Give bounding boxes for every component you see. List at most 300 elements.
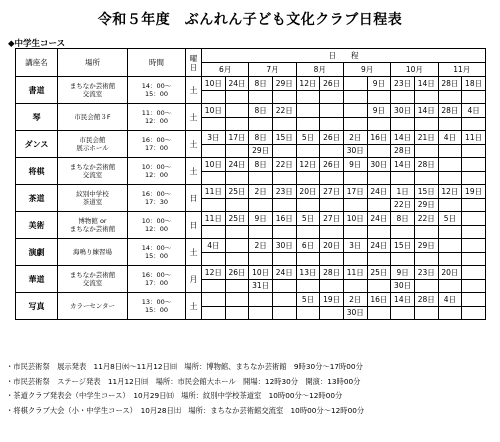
- date-cell: 30日: [343, 144, 367, 158]
- date-cell: 25日: [367, 266, 391, 280]
- date-cell: 28日: [438, 77, 462, 91]
- course-name: 茶道: [16, 185, 58, 212]
- month-header: 8月: [296, 63, 343, 77]
- date-cell: [272, 90, 296, 104]
- date-cell: 8日: [391, 212, 415, 226]
- schedule-table: [15, 48, 486, 320]
- date-cell: [462, 252, 486, 266]
- date-cell: [367, 306, 391, 320]
- date-cell: [202, 144, 226, 158]
- course-place-line: まちなか芸術館: [69, 270, 116, 279]
- date-cell: [202, 171, 226, 185]
- date-cell: 29日: [414, 239, 438, 253]
- date-cell: 31日: [249, 279, 273, 293]
- date-cell: 27日: [320, 185, 344, 199]
- date-cell: 6日: [296, 239, 320, 253]
- date-cell: [414, 279, 438, 293]
- date-cell: 30日: [367, 158, 391, 172]
- date-cell: [225, 225, 249, 239]
- course-place: [58, 293, 128, 320]
- date-cell: [296, 144, 320, 158]
- date-cell: [462, 198, 486, 212]
- date-cell: 17日: [343, 185, 367, 199]
- date-cell: [296, 306, 320, 320]
- date-cell: [414, 252, 438, 266]
- date-cell: 11日: [202, 185, 226, 199]
- course-time: [128, 293, 186, 320]
- table-row: [16, 293, 486, 307]
- header-schedule: 日 程: [202, 49, 486, 63]
- course-place-line: まちなか芸術館: [69, 162, 116, 171]
- course-time-line: 17：30: [144, 198, 169, 206]
- course-time-line: 17：00: [144, 279, 169, 287]
- course-time: [128, 266, 186, 293]
- date-cell: [414, 117, 438, 131]
- date-cell: [343, 104, 367, 118]
- course-time: [128, 185, 186, 212]
- note-line: ・茶道クラブ発表会（中学生コース） 10月29日㈰ 場所：紋別中学校茶道室 10時00分～12時00分: [6, 391, 343, 401]
- date-cell: [367, 90, 391, 104]
- header-course: 講座名: [16, 49, 58, 77]
- course-time-line: 17：00: [144, 144, 169, 152]
- course-place-line: 茶道室: [82, 198, 103, 206]
- course-place: [58, 158, 128, 185]
- course-place: [58, 104, 128, 131]
- date-cell: [249, 198, 273, 212]
- date-cell: [225, 117, 249, 131]
- date-cell: [414, 144, 438, 158]
- date-cell: [343, 252, 367, 266]
- date-cell: 26日: [320, 158, 344, 172]
- date-cell: [438, 239, 462, 253]
- date-cell: 9日: [249, 212, 273, 226]
- date-cell: 29日: [414, 198, 438, 212]
- course-place-line: 市民会館３F: [74, 112, 111, 121]
- date-cell: [462, 306, 486, 320]
- date-cell: [343, 198, 367, 212]
- header-place: 場所: [58, 49, 128, 77]
- date-cell: 28日: [414, 293, 438, 307]
- month-header: 11月: [438, 63, 485, 77]
- date-cell: 23日: [391, 77, 415, 91]
- course-day-of-week: 土: [186, 131, 202, 158]
- date-cell: 11日: [343, 266, 367, 280]
- course-place-line: 交流室: [82, 171, 103, 179]
- date-cell: 20日: [438, 266, 462, 280]
- date-cell: [320, 306, 344, 320]
- date-cell: [320, 104, 344, 118]
- date-cell: 28日: [438, 104, 462, 118]
- course-name: ダンス: [16, 131, 58, 158]
- date-cell: 24日: [367, 239, 391, 253]
- date-cell: [296, 90, 320, 104]
- course-name: 演劇: [16, 239, 58, 266]
- date-cell: [438, 117, 462, 131]
- date-cell: [320, 117, 344, 131]
- course-day-of-week: 土: [186, 77, 202, 104]
- course-name: 琴: [16, 104, 58, 131]
- course-place-line: まちなか芸術館: [69, 81, 116, 90]
- note-line: ・市民芸術祭 ステージ発表 11月12日㈰ 場所：市民会館大ホール 開場：12時30分 開演：13時00分: [6, 376, 361, 386]
- date-cell: 2日: [249, 185, 273, 199]
- date-cell: 9日: [343, 158, 367, 172]
- course-place-line: 紋別中学校: [76, 189, 109, 198]
- date-cell: 9日: [367, 77, 391, 91]
- course-time: [128, 131, 186, 158]
- date-cell: 5日: [296, 293, 320, 307]
- date-cell: [414, 225, 438, 239]
- date-cell: 23日: [272, 185, 296, 199]
- date-cell: [225, 279, 249, 293]
- date-cell: [272, 144, 296, 158]
- date-cell: 8日: [249, 131, 273, 145]
- date-cell: [343, 77, 367, 91]
- date-cell: 14日: [414, 77, 438, 91]
- date-cell: [272, 252, 296, 266]
- date-cell: [462, 144, 486, 158]
- course-place: [58, 77, 128, 104]
- course-place: [58, 131, 128, 158]
- date-cell: [296, 104, 320, 118]
- date-cell: 22日: [414, 212, 438, 226]
- page-title: 令和５年度 ぶんれん子ども文化クラブ日程表: [97, 12, 403, 28]
- date-cell: [438, 158, 462, 172]
- date-cell: [367, 144, 391, 158]
- course-day-of-week: 日: [186, 212, 202, 239]
- month-header: 7月: [249, 63, 296, 77]
- course-time-line: 12：00: [144, 117, 169, 125]
- date-cell: [225, 90, 249, 104]
- date-cell: 28日: [414, 158, 438, 172]
- date-cell: [391, 252, 415, 266]
- date-cell: 5日: [438, 212, 462, 226]
- date-cell: 15日: [414, 185, 438, 199]
- date-cell: [249, 171, 273, 185]
- date-cell: 10日: [343, 212, 367, 226]
- course-time-line: 12：00: [144, 171, 169, 179]
- date-cell: [320, 198, 344, 212]
- course-day-of-week: 土: [186, 293, 202, 320]
- date-cell: 14日: [391, 131, 415, 145]
- date-cell: 26日: [225, 266, 249, 280]
- date-cell: [296, 198, 320, 212]
- date-cell: [202, 90, 226, 104]
- date-cell: 2日: [249, 239, 273, 253]
- date-cell: [320, 90, 344, 104]
- date-cell: 3日: [343, 239, 367, 253]
- date-cell: [225, 239, 249, 253]
- date-cell: 10日: [202, 77, 226, 91]
- date-cell: [343, 117, 367, 131]
- date-cell: 29日: [272, 77, 296, 91]
- date-cell: [320, 171, 344, 185]
- date-cell: 27日: [320, 212, 344, 226]
- date-cell: [391, 306, 415, 320]
- course-time-line: 14：00～: [141, 81, 172, 90]
- header-day-of-week-text: 曜日: [189, 53, 198, 72]
- header-time: 時間: [128, 49, 186, 77]
- date-cell: [343, 171, 367, 185]
- date-cell: [202, 293, 226, 307]
- date-cell: 10日: [202, 104, 226, 118]
- note-line: ・市民芸術祭 展示発表 11月8日㈬～11月12日㈰ 場所：博物館、まちなか芸術館 9時30分～17時00分: [6, 362, 363, 371]
- date-cell: 24日: [367, 212, 391, 226]
- date-cell: 19日: [320, 293, 344, 307]
- date-cell: 16日: [272, 212, 296, 226]
- month-header: 9月: [343, 63, 390, 77]
- course-name: 美術: [16, 212, 58, 239]
- date-cell: [272, 171, 296, 185]
- date-cell: 26日: [320, 131, 344, 145]
- month-header: 6月: [202, 63, 249, 77]
- date-cell: [249, 293, 273, 307]
- course-place-line: カラーセンター: [69, 301, 116, 310]
- date-cell: [296, 252, 320, 266]
- course-name: 華道: [16, 266, 58, 293]
- date-cell: [367, 252, 391, 266]
- date-cell: 28日: [391, 144, 415, 158]
- date-cell: 22日: [272, 158, 296, 172]
- table-row: [16, 266, 486, 280]
- date-cell: [414, 90, 438, 104]
- date-cell: 21日: [414, 131, 438, 145]
- date-cell: 12日: [296, 77, 320, 91]
- date-cell: 4日: [438, 293, 462, 307]
- date-cell: [462, 117, 486, 131]
- date-cell: [343, 90, 367, 104]
- date-cell: 14日: [414, 104, 438, 118]
- course-day-of-week: 月: [186, 266, 202, 293]
- date-cell: [225, 171, 249, 185]
- date-cell: 2日: [343, 131, 367, 145]
- course-place-line: 海鳴り練習場: [73, 247, 112, 256]
- date-cell: 15日: [391, 239, 415, 253]
- date-cell: [225, 306, 249, 320]
- date-cell: 26日: [320, 77, 344, 91]
- date-cell: 11日: [462, 131, 486, 145]
- date-cell: [367, 171, 391, 185]
- date-cell: [272, 225, 296, 239]
- table-row: [16, 158, 486, 172]
- date-cell: 28日: [320, 266, 344, 280]
- date-cell: [462, 90, 486, 104]
- date-cell: [438, 171, 462, 185]
- date-cell: [249, 306, 273, 320]
- course-place: [58, 185, 128, 212]
- date-cell: 2日: [343, 293, 367, 307]
- date-cell: 23日: [414, 266, 438, 280]
- date-cell: 30日: [391, 104, 415, 118]
- date-cell: [272, 117, 296, 131]
- date-cell: [462, 293, 486, 307]
- date-cell: 15日: [272, 131, 296, 145]
- date-cell: [343, 225, 367, 239]
- table-row: [16, 77, 486, 91]
- date-cell: [320, 225, 344, 239]
- date-cell: [438, 306, 462, 320]
- date-cell: [320, 279, 344, 293]
- date-cell: [391, 171, 415, 185]
- date-cell: 8日: [249, 158, 273, 172]
- date-cell: [225, 104, 249, 118]
- date-cell: 22日: [272, 104, 296, 118]
- date-cell: 3日: [202, 131, 226, 145]
- date-cell: [343, 279, 367, 293]
- date-cell: [296, 171, 320, 185]
- date-cell: 30日: [343, 306, 367, 320]
- date-cell: [225, 252, 249, 266]
- date-cell: [414, 306, 438, 320]
- date-cell: 13日: [296, 266, 320, 280]
- table-row: [16, 185, 486, 199]
- date-cell: 30日: [391, 279, 415, 293]
- date-cell: [462, 171, 486, 185]
- date-cell: [272, 279, 296, 293]
- course-time-line: 16：00～: [141, 270, 172, 279]
- date-cell: 10日: [202, 158, 226, 172]
- date-cell: [296, 225, 320, 239]
- date-cell: 17日: [225, 131, 249, 145]
- course-place-line: 市民会館: [79, 135, 106, 144]
- date-cell: 24日: [225, 77, 249, 91]
- date-cell: [249, 252, 273, 266]
- date-cell: 24日: [367, 185, 391, 199]
- date-cell: 22日: [391, 198, 415, 212]
- date-cell: [225, 198, 249, 212]
- date-cell: [202, 198, 226, 212]
- course-day-of-week: 土: [186, 158, 202, 185]
- date-cell: [225, 144, 249, 158]
- date-cell: [462, 239, 486, 253]
- course-place-line: 博物館 or: [78, 216, 107, 225]
- course-time: [128, 158, 186, 185]
- date-cell: [367, 279, 391, 293]
- course-time-line: 16：00～: [141, 189, 172, 198]
- date-cell: 25日: [225, 185, 249, 199]
- date-cell: [438, 144, 462, 158]
- course-day-of-week: 土: [186, 104, 202, 131]
- course-name: 将棋: [16, 158, 58, 185]
- date-cell: [272, 306, 296, 320]
- date-cell: 16日: [367, 293, 391, 307]
- date-cell: [249, 117, 273, 131]
- notes: [6, 360, 364, 419]
- course-place: [58, 212, 128, 239]
- date-cell: [202, 252, 226, 266]
- date-cell: [414, 171, 438, 185]
- date-cell: 25日: [225, 212, 249, 226]
- date-cell: [438, 225, 462, 239]
- date-cell: [367, 198, 391, 212]
- table-row: [16, 212, 486, 226]
- date-cell: [367, 225, 391, 239]
- date-cell: [202, 306, 226, 320]
- date-cell: [320, 144, 344, 158]
- date-cell: 10日: [249, 266, 273, 280]
- date-cell: 1日: [391, 185, 415, 199]
- date-cell: 24日: [272, 266, 296, 280]
- table-row: [16, 104, 486, 118]
- date-cell: [438, 252, 462, 266]
- course-time-line: 10：00～: [141, 162, 172, 171]
- date-cell: 20日: [320, 239, 344, 253]
- header-day-of-week: [186, 49, 202, 77]
- date-cell: 4日: [202, 239, 226, 253]
- course-place: [58, 266, 128, 293]
- date-cell: [438, 279, 462, 293]
- date-cell: 9日: [391, 266, 415, 280]
- date-cell: [202, 117, 226, 131]
- month-header: 10月: [391, 63, 438, 77]
- date-cell: 30日: [272, 239, 296, 253]
- course-place-line: まちなか芸術館: [69, 225, 116, 233]
- course-place-line: 交流室: [82, 90, 103, 98]
- date-cell: 4日: [438, 131, 462, 145]
- date-cell: 11日: [202, 212, 226, 226]
- date-cell: [462, 158, 486, 172]
- course-time-line: 13：00～: [141, 297, 172, 306]
- date-cell: 18日: [462, 77, 486, 91]
- date-cell: [438, 90, 462, 104]
- date-cell: 12日: [296, 158, 320, 172]
- course-place: [58, 239, 128, 266]
- date-cell: [296, 279, 320, 293]
- date-cell: 14日: [391, 293, 415, 307]
- schedule-body: [16, 77, 486, 320]
- course-time: [128, 104, 186, 131]
- note-line: ・将棋クラブ大会（小・中学生コース） 10月28日㈯ 場所：まちなか芸術館交流室 10時00分～12時00分: [6, 406, 365, 416]
- date-cell: [462, 266, 486, 280]
- date-cell: [296, 117, 320, 131]
- course-time-line: 15：00: [144, 252, 169, 260]
- course-time-line: 16：00～: [141, 135, 172, 144]
- date-cell: 8日: [249, 104, 273, 118]
- date-cell: [438, 198, 462, 212]
- course-day-of-week: 土: [186, 239, 202, 266]
- date-cell: 12日: [438, 185, 462, 199]
- date-cell: [202, 279, 226, 293]
- date-cell: 9日: [367, 104, 391, 118]
- course-time: [128, 77, 186, 104]
- table-row: [16, 131, 486, 145]
- course-time: [128, 212, 186, 239]
- date-cell: 14日: [391, 158, 415, 172]
- course-time-line: 15：00: [144, 90, 169, 98]
- date-cell: [272, 198, 296, 212]
- date-cell: [391, 90, 415, 104]
- date-cell: [320, 252, 344, 266]
- course-name: 書道: [16, 77, 58, 104]
- course-place-line: 展示ホール: [76, 144, 109, 152]
- course-time-line: 14：00～: [141, 243, 172, 252]
- date-cell: 29日: [249, 144, 273, 158]
- date-cell: 4日: [462, 104, 486, 118]
- date-cell: [391, 225, 415, 239]
- date-cell: 5日: [296, 131, 320, 145]
- course-time: [128, 239, 186, 266]
- date-cell: 16日: [367, 131, 391, 145]
- date-cell: [272, 293, 296, 307]
- course-time-line: 15：00: [144, 306, 169, 314]
- date-cell: [225, 293, 249, 307]
- date-cell: [462, 225, 486, 239]
- date-cell: [249, 225, 273, 239]
- course-day-of-week: 日: [186, 185, 202, 212]
- course-time-line: 12：00: [144, 225, 169, 233]
- date-cell: [249, 90, 273, 104]
- date-cell: [462, 212, 486, 226]
- date-cell: 24日: [225, 158, 249, 172]
